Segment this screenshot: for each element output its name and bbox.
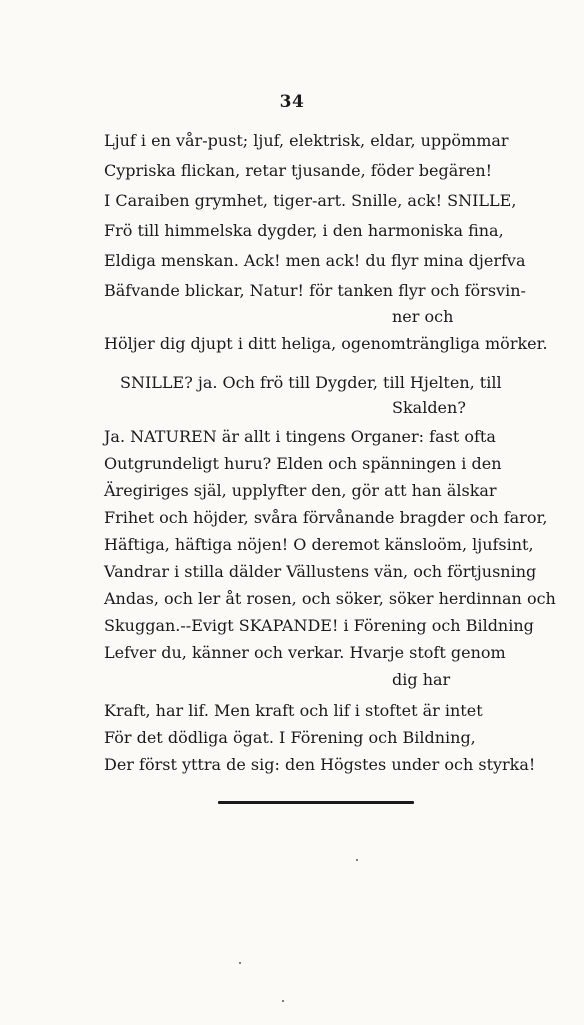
stanza-1: [104, 130, 548, 354]
verse-line: För det dödliga ögat. I Förening och Bildning,: [104, 728, 476, 747]
stanza-2: [104, 372, 556, 775]
verse-line: SNILLE? ja. Och frö till Dygder, till Hjelten, till: [120, 373, 502, 392]
section-divider: [218, 801, 414, 804]
verse-line: Äregiriges själ, upplyfter den, gör att han älskar: [104, 481, 497, 500]
verse-line: Ja. NATUREN är allt i tingens Organer: fast ofta: [104, 427, 496, 446]
verse-line-continuation: Skalden?: [392, 398, 466, 417]
verse-line: Frihet och höjder, svåra förvånande bragder och faror,: [104, 508, 548, 527]
verse-line: Lefver du, känner och verkar. Hvarje stoft genom: [104, 643, 506, 662]
verse-line: Outgrundeligt huru? Elden och spänningen i den: [104, 454, 502, 473]
verse-line-continuation: dig har: [392, 670, 451, 689]
verse-line: Vandrar i stilla dälder Vällustens vän, och förtjusning: [104, 562, 537, 581]
paper-speck: [356, 859, 358, 861]
verse-line: I Caraiben grymhet, tiger-art. Snille, ack! SNILLE,: [104, 191, 517, 210]
paper-speck: [239, 962, 241, 964]
verse-line: Kraft, har lif. Men kraft och lif i stoftet är intet: [104, 701, 483, 720]
verse-line: Bäfvande blickar, Natur! för tanken flyr och försvin-: [104, 281, 526, 300]
verse-line-continuation: ner och: [392, 307, 454, 326]
verse-line: Ljuf i en vår-pust; ljuf, elektrisk, eldar, uppömmar: [104, 131, 509, 150]
verse-line: Cypriska flickan, retar tjusande, föder begären!: [104, 161, 493, 180]
verse-line: Höljer dig djupt i ditt heliga, ogenomträngliga mörker.: [104, 334, 548, 353]
verse-line: Frö till himmelska dygder, i den harmoniska fina,: [104, 221, 504, 240]
verse-line: Eldiga menskan. Ack! men ack! du flyr mina djerfva: [104, 251, 526, 270]
verse-line: Häftiga, häftiga nöjen! O deremot känsloöm, ljufsint,: [104, 535, 534, 554]
verse-line: Andas, och ler åt rosen, och söker, söker herdinnan och: [104, 589, 556, 608]
page-number: 34: [279, 92, 305, 112]
verse-line: Skuggan.--Evigt SKAPANDE! i Förening och Bildning: [104, 616, 534, 635]
verse-line: Der först yttra de sig: den Högstes under och styrka!: [104, 755, 536, 774]
paper-speck: [282, 1000, 284, 1002]
